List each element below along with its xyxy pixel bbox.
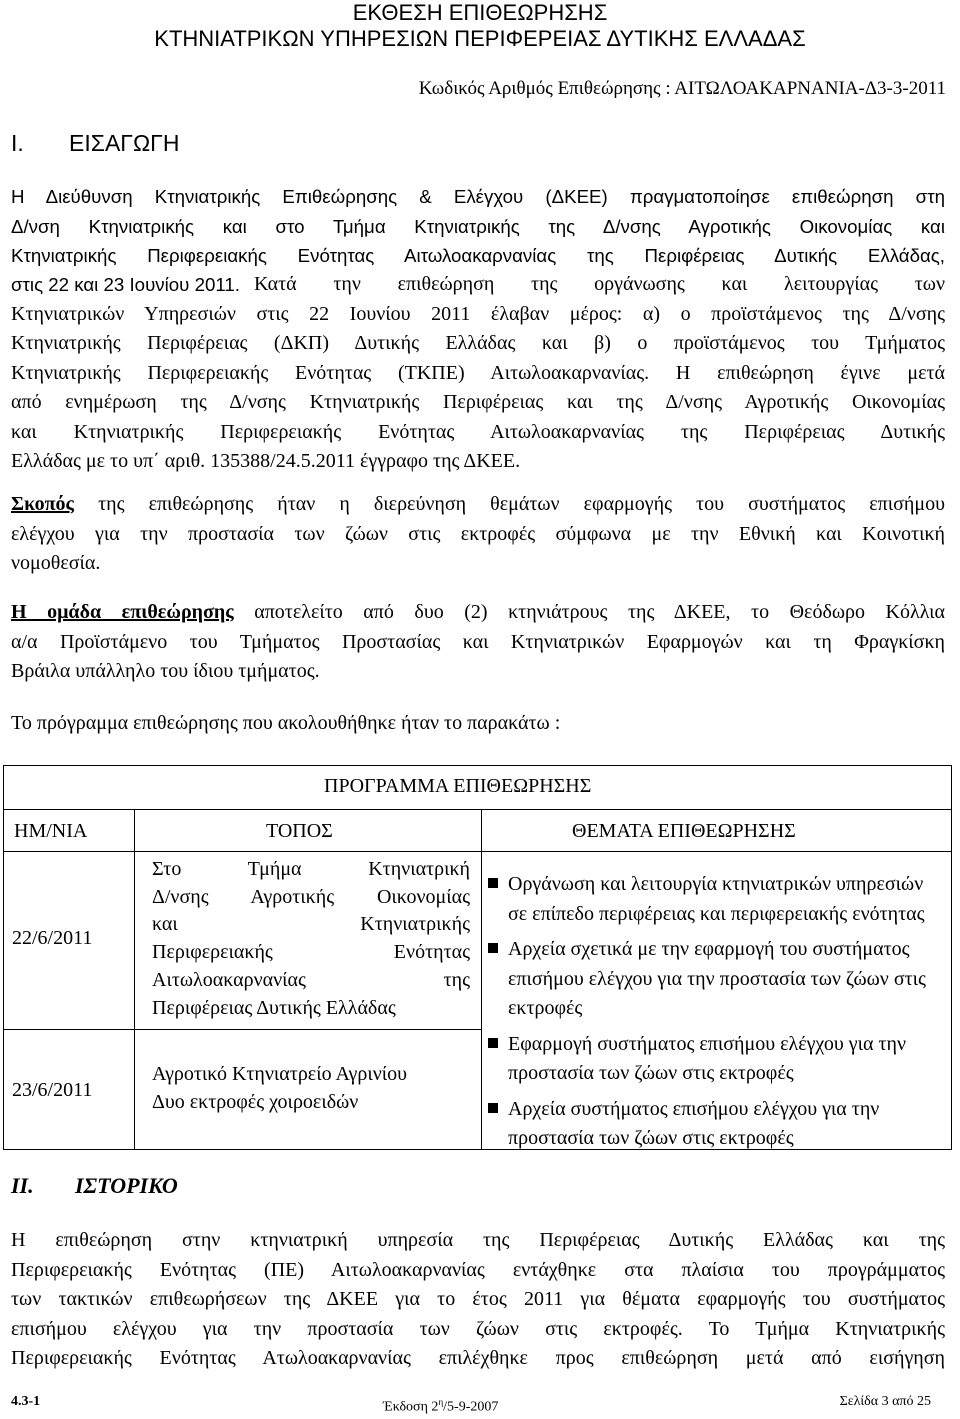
team-label: Η ομάδα επιθεώρησης [11,601,234,623]
column-divider [481,810,482,1149]
text-fragment: αποτελείτο από δυο (2) κτηνιάτρους της ΔΚΕΕ, το Θεόδωρο Κόλλια [254,601,946,623]
text-line: στις 22 και 23 Ιουνίου 2011. [11,274,240,295]
text-line: νομοθεσία. [11,552,101,574]
text-line: Στο Τμήμα Κτηνιατρική [152,858,470,880]
col-header-topics: ΘΕΜΑΤΑ ΕΠΙΘΕΩΡΗΣΗΣ [572,820,796,842]
text-line: και Κτηνιατρικής [152,913,470,936]
text-line: από ενημέρωση της Δ/νσης Κτηνιατρικής Περιφέρειας και της Δ/νσης Αγροτικής Οικονομίας [11,391,945,413]
text-line: Η επιθεώρηση στην κτηνιατρική υπηρεσία της Περιφέρειας Δυτικής Ελλάδας και της [11,1229,945,1251]
topic-item [486,935,936,1024]
team-paragraph [11,598,945,687]
text-line: επισήμου ελέγχου για την προστασία των ζώων στις εκτροφές. Το Τμήμα Κτηνιατρικής [11,1317,945,1340]
row-divider [4,1029,481,1030]
schedule-caption [4,766,951,810]
text-line [11,598,945,628]
edition-superscript: η [438,1397,444,1407]
text-line: ελέγχου για την προστασία των ζώων στις εκτροφές σύμφωνα με την Εθνική και Κοινοτική [11,522,945,545]
text-line: Δ/νση Κτηνιατρικής και στο Τμήμα Κτηνιατρικής της Δ/νσης Αγροτικής Οικονομίας και [11,215,945,237]
text-line: Αιτωλοακαρνανίας της [152,968,470,991]
section-title: ΙΣΤΟΡΙΚΟ [75,1173,178,1198]
intro-body [11,300,945,477]
intro-paragraph [11,182,945,271]
topic-text: Οργάνωση και λειτουργία κτηνιατρικών υπηρεσιών σε επίπεδο περιφέρειας και περιφερειακής ενότητας [508,873,925,925]
topic-text: Αρχεία σχετικά με την εφαρμογή του συστήματος επισήμου ελέγχου για την προστασία των ζώων στις εκτροφές [508,938,926,1019]
edition-info [383,1392,498,1418]
schedule-caption-text: ΠΡΟΓΡΑΜΜΑ ΕΠΙΘΕΩΡΗΣΗΣ [324,775,592,797]
row-date: 22/6/2011 [12,927,93,949]
col-header-place: ΤΟΠΟΣ [266,820,333,842]
section-heading-intro [11,130,179,156]
edition-prefix: Έκδοση 2 [383,1399,439,1415]
purpose-paragraph [11,490,945,579]
topic-text: Αρχεία συστήματος επισήμου ελέγχου για την προστασία των ζώων στις εκτροφές [508,1097,880,1149]
topic-item [486,1095,936,1154]
section-heading-history [11,1173,178,1199]
mixed-line [11,270,945,300]
square-bullet-icon [488,1103,498,1113]
schedule-header-row [4,810,951,852]
text-line: και Κτηνιατρικής Περιφερειακής Ενότητας Αιτωλοακαρνανίας της Περιφέρειας Δυτικής [11,420,945,443]
row-place [152,856,470,1022]
inspection-code: Κωδικός Αριθμός Επιθεώρησης : ΑΙΤΩΛΟΑΚΑΡΝΑΝΙΑ-Δ3-3-2011 [418,78,946,99]
row-date: 23/6/2011 [12,1079,93,1101]
text-line: Βράιλα υπάλληλο του ίδιου τμήματος. [11,660,320,682]
text-line: Ελλάδας με το υπ΄ αριθ. 135388/24.5.2011 έγγραφο της ΔΚΕΕ. [11,450,521,472]
row-place [152,1061,470,1116]
text-line: Κτηνιατρικής Περιφέρειας (ΔΚΠ) Δυτικής Ελλάδας και β) ο προϊστάμενος του Τμήματος [11,332,945,354]
history-paragraph [11,1226,945,1374]
text-line: Περιφερειακής Ενότητας (ΠΕ) Αιτωλοακαρνανίας εντάχθηκε στα πλαίσια του προγράμματος [11,1258,945,1281]
text-fragment: της επιθεώρησης ήταν η διερεύνηση θεμάτων εφαρμογής του συστήματος επισήμου [98,493,945,515]
page-number: Σελίδα 3 από 25 [839,1394,931,1409]
purpose-label: Σκοπός [11,493,74,515]
page-footer [11,1392,931,1415]
document-code: 4.3-1 [11,1394,41,1409]
text-line: Δυο εκτροφές χοιροειδών [152,1090,359,1113]
text-line: Κτηνιατρικής Περιφερειακής Ενότητας Αιτωλοακαρνανίας της Περιφέρειας Δυτικής Ελλάδας, [11,245,945,266]
schedule-table [3,765,952,1150]
text-line: α/α Προϊστάμενο του Τμήματος Προστασίας και Κτηνιατρικών Εφαρμογών και τη Φραγκίσκη [11,630,945,653]
report-title: ΕΚΘΕΣΗ ΕΠΙΘΕΩΡΗΣΗΣ [352,0,608,25]
text-line: Κτηνιατρικών Υπηρεσιών στις 22 Ιουνίου 2011 έλαβαν μέρος: α) ο προϊστάμενος της Δ/νσης [11,302,945,325]
topic-text: Εφαρμογή συστήματος επισήμου ελέγχου για την προστασία των ζώων στις εκτροφές [508,1032,907,1084]
text-line: Κτηνιατρικής Περιφερειακής Ενότητας (ΤΚΠΕ) Αιτωλοακαρνανίας. Η επιθεώρηση έγινε μετά [11,361,945,384]
text-line: Η Διεύθυνση Κτηνιατρικής Επιθεώρησης & Ελέγχου (ΔΚΕΕ) πραγματοποίησε επιθεώρηση στη [11,186,945,207]
edition-suffix: /5-9-2007 [443,1399,499,1415]
report-subtitle: ΚΤΗΝΙΑΤΡΙΚΩΝ ΥΠΗΡΕΣΙΩΝ ΠΕΡΙΦΕΡΕΙΑΣ ΔΥΤΙΚΗΣ ΕΛΛΑΔΑΣ [154,26,806,51]
text-line [11,490,945,520]
square-bullet-icon [488,878,498,888]
text-line: Περιφερειακής Ενότητας Ατωλοακαρνανίας επιλέχθηκε προς επιθεώρηση μετά από εισήγηση [11,1347,945,1369]
text-line: Δ/νσης Αγροτικής Οικονομίας [152,885,470,908]
section-number: Ι. [11,130,24,156]
schedule-intro: Το πρόγραμμα επιθεώρησης που ακολουθήθηκε ήταν το παρακάτω : [11,712,561,734]
column-divider [134,810,135,1149]
topic-item [486,870,936,929]
text-line: των τακτικών επιθεωρήσεων της ΔΚΕΕ για το έτος 2011 για θέματα εφαρμογής του συστήματος [11,1288,945,1310]
text-line: Αγροτικό Κτηνιατρείο Αγρινίου [152,1063,408,1085]
text-line: Περιφέρειας Δυτικής Ελλάδας [152,996,396,1019]
col-header-date: ΗΜ/ΝΙΑ [14,820,88,842]
topic-item [486,1030,936,1089]
square-bullet-icon [488,943,498,953]
square-bullet-icon [488,1038,498,1048]
text-line: Περιφερειακής Ενότητας [152,941,470,964]
section-number: ΙΙ. [11,1173,34,1198]
intro-paragraph-cont [11,270,945,477]
topics-list [486,870,936,1160]
text-line: Κατά την επιθεώρηση της οργάνωσης και λειτουργίας των [253,273,945,295]
section-title: ΕΙΣΑΓΩΓΗ [69,130,180,156]
